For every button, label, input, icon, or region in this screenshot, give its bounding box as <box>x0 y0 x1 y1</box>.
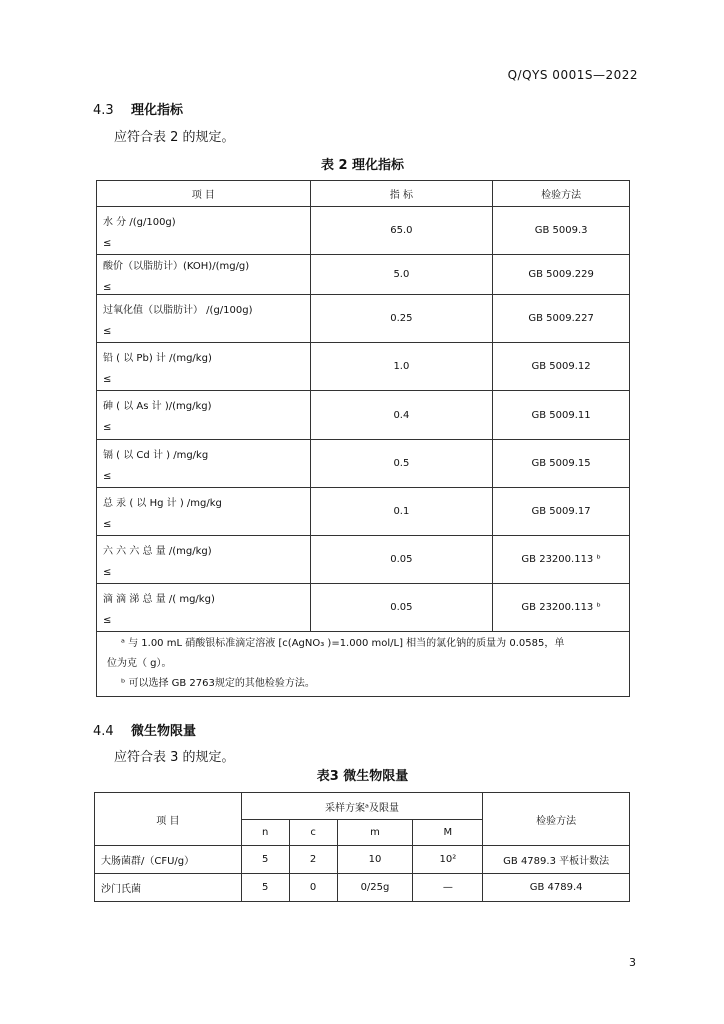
table-2-caption: 表 2 理化指标 <box>320 158 405 173</box>
method-cell: GB 5009.229 <box>493 255 630 295</box>
n-cell: 5 <box>241 846 289 874</box>
item-limit-sign: ≤ <box>103 614 112 626</box>
c-cell: 0 <box>289 874 337 902</box>
item-name: 总 汞 ( 以 Hg 计 ) /mg/kg <box>103 497 222 509</box>
item-limit-sign: ≤ <box>103 373 112 385</box>
section-4-3-heading <box>93 99 183 118</box>
n-cell: 5 <box>241 874 289 902</box>
item-name: 铅 ( 以 Pb) 计 /(mg/kg) <box>103 352 212 364</box>
m-cell: 0/25g <box>337 874 413 902</box>
item-cell <box>97 440 311 488</box>
table-row <box>97 207 630 255</box>
header-value: 指 标 <box>310 181 493 207</box>
table-row <box>97 584 630 632</box>
item-cell: 沙门氏菌 <box>95 874 242 902</box>
section-title: 理化指标 <box>131 103 184 118</box>
item-name: 过氧化值（以脂肪计） /(g/100g) <box>103 304 253 316</box>
item-name: 滴 滴 涕 总 量 /( mg/kg) <box>103 593 215 605</box>
item-cell <box>97 536 311 584</box>
item-cell: 大肠菌群/（CFU/g） <box>95 846 242 874</box>
M-cell: — <box>413 874 483 902</box>
header-sampling: 采样方案ᵃ及限量 <box>241 793 483 820</box>
footnote-b: ᵇ 可以选择 GB 2763规定的其他检验方法。 <box>121 678 315 689</box>
item-name: 水 分 /(g/100g) <box>103 216 176 228</box>
item-name: 六 六 六 总 量 /(mg/kg) <box>103 545 212 557</box>
method-cell: GB 5009.12 <box>493 343 630 391</box>
m-cell: 10 <box>337 846 413 874</box>
table-row <box>97 255 630 295</box>
header-item: 项 目 <box>97 181 311 207</box>
value-cell: 65.0 <box>310 207 493 255</box>
header-method: 检验方法 <box>483 793 630 846</box>
table-row <box>95 874 630 902</box>
section-number: 4.4 <box>93 724 114 739</box>
item-limit-sign: ≤ <box>103 281 112 293</box>
subheader-M: M <box>413 820 483 846</box>
item-cell <box>97 343 311 391</box>
table-3-header-row <box>95 793 630 820</box>
section-title: 微生物限量 <box>131 724 197 739</box>
method-cell: GB 5009.227 <box>493 295 630 343</box>
item-name: 酸价（以脂肪计）(KOH)/(mg/g) <box>103 260 250 272</box>
section-4-4-text: 应符合表 3 的规定。 <box>114 750 235 765</box>
section-4-3-text: 应符合表 2 的规定。 <box>114 130 235 145</box>
item-limit-sign: ≤ <box>103 470 112 482</box>
table-2-notes-row <box>97 632 630 697</box>
value-cell: 0.4 <box>310 391 493 440</box>
value-cell: 0.5 <box>310 440 493 488</box>
table-row <box>95 846 630 874</box>
subheader-m: m <box>337 820 413 846</box>
method-cell: GB 23200.113 ᵇ <box>493 536 630 584</box>
header-item: 项 目 <box>95 793 242 846</box>
table-row <box>97 391 630 440</box>
method-cell: GB 5009.15 <box>493 440 630 488</box>
method-cell: GB 5009.3 <box>493 207 630 255</box>
subheader-c: c <box>289 820 337 846</box>
table-row <box>97 536 630 584</box>
item-limit-sign: ≤ <box>103 325 112 337</box>
page-number: 3 <box>629 956 636 969</box>
value-cell: 1.0 <box>310 343 493 391</box>
c-cell: 2 <box>289 846 337 874</box>
item-cell <box>97 391 311 440</box>
footnote-a-continued: 位为克（ g）。 <box>107 658 172 669</box>
item-cell <box>97 584 311 632</box>
method-cell: GB 23200.113 ᵇ <box>493 584 630 632</box>
method-cell: GB 5009.17 <box>493 488 630 536</box>
method-cell: GB 5009.11 <box>493 391 630 440</box>
item-limit-sign: ≤ <box>103 237 112 249</box>
value-cell: 0.1 <box>310 488 493 536</box>
item-limit-sign: ≤ <box>103 422 112 433</box>
section-number: 4.3 <box>93 103 114 118</box>
method-cell: GB 4789.4 <box>483 874 630 902</box>
document-code: Q/QYS 0001S—2022 <box>507 68 638 82</box>
section-4-4-heading <box>93 720 196 739</box>
table-2 <box>96 180 630 697</box>
item-cell <box>97 255 311 295</box>
value-cell: 0.25 <box>310 295 493 343</box>
item-cell <box>97 207 311 255</box>
footnote-a: ᵃ 与 1.00 mL 硝酸银标准滴定溶液 [c(AgNO₃ )=1.000 mol/L] 相当的氯化钠的质量为 0.0585，单 <box>121 638 565 649</box>
subheader-n: n <box>241 820 289 846</box>
header-method: 检验方法 <box>493 181 630 207</box>
table-3 <box>94 792 630 902</box>
item-cell <box>97 295 311 343</box>
table-row <box>97 440 630 488</box>
table-3-caption: 表3 微生物限量 <box>316 769 409 784</box>
value-cell: 0.05 <box>310 536 493 584</box>
item-cell <box>97 488 311 536</box>
item-limit-sign: ≤ <box>103 518 112 530</box>
method-cell: GB 4789.3 平板计数法 <box>483 846 630 874</box>
value-cell: 5.0 <box>310 255 493 295</box>
value-cell: 0.05 <box>310 584 493 632</box>
table-row <box>97 343 630 391</box>
item-limit-sign: ≤ <box>103 566 112 578</box>
table-row <box>97 488 630 536</box>
item-name: 砷 ( 以 As 计 )/(mg/kg) <box>103 401 212 412</box>
table-row <box>97 295 630 343</box>
item-name: 镉 ( 以 Cd 计 ) /mg/kg <box>103 449 209 461</box>
table-2-notes <box>97 632 630 697</box>
table-2-header-row <box>97 181 630 207</box>
M-cell: 10² <box>413 846 483 874</box>
